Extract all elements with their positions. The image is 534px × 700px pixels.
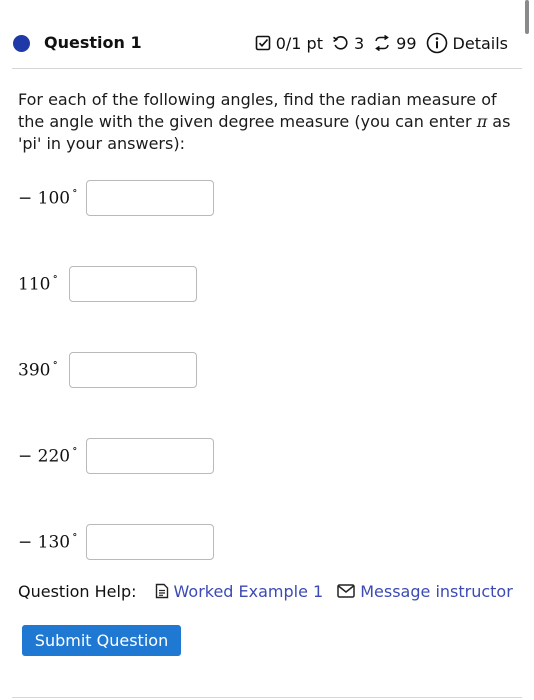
worked-example-link[interactable]	[155, 582, 324, 601]
prompt-text-1: For each of the following angles, find the radian measure of the angle with the given degree measure (you can enter	[18, 90, 497, 131]
tries-count: 99	[396, 33, 417, 53]
answer-input[interactable]	[69, 352, 197, 388]
attempts-group	[332, 34, 364, 53]
prompt-text-2: as 'pi' in your answers):	[18, 112, 511, 153]
question-header	[0, 24, 534, 66]
submit-question-button[interactable]: Submit Question	[22, 625, 181, 656]
angle-label: 390 ∘	[18, 356, 58, 381]
checkbox-icon	[255, 35, 271, 51]
mail-icon	[337, 584, 355, 598]
answer-input[interactable]	[86, 524, 214, 560]
angle-row	[18, 178, 78, 218]
score-text: 0/1 pt	[275, 33, 323, 53]
header-divider	[12, 68, 522, 69]
details-label: Details	[452, 33, 508, 53]
answer-input[interactable]	[86, 180, 214, 216]
angle-row	[18, 436, 78, 476]
angle-label: − 130 ∘	[18, 528, 78, 553]
angle-row	[18, 264, 58, 304]
answer-input[interactable]	[69, 266, 197, 302]
retry-icon	[332, 35, 349, 51]
question-prompt	[18, 89, 513, 155]
pi-symbol: π	[476, 112, 488, 131]
document-icon	[155, 583, 169, 599]
angle-row	[18, 522, 78, 562]
info-icon	[426, 32, 448, 54]
message-instructor-link[interactable]	[337, 582, 513, 601]
message-instructor-label: Message instructor	[360, 581, 513, 601]
question-meta	[246, 32, 508, 54]
question-title: Question 1	[44, 33, 142, 52]
question-help	[18, 579, 513, 603]
worked-example-label: Worked Example 1	[173, 581, 324, 601]
score-group	[255, 34, 323, 53]
help-label: Question Help:	[18, 581, 137, 601]
footer-divider	[12, 697, 522, 698]
tries-group	[373, 34, 416, 53]
answer-input[interactable]	[86, 438, 214, 474]
angle-label: − 100 ∘	[18, 184, 78, 209]
details-button[interactable]	[426, 32, 508, 54]
angle-row	[18, 350, 58, 390]
angle-label: 110 ∘	[18, 270, 58, 295]
attempts-count: 3	[353, 33, 365, 53]
question-status-dot	[13, 35, 30, 52]
angle-label: − 220 ∘	[18, 442, 78, 467]
repeat-icon	[373, 35, 391, 51]
